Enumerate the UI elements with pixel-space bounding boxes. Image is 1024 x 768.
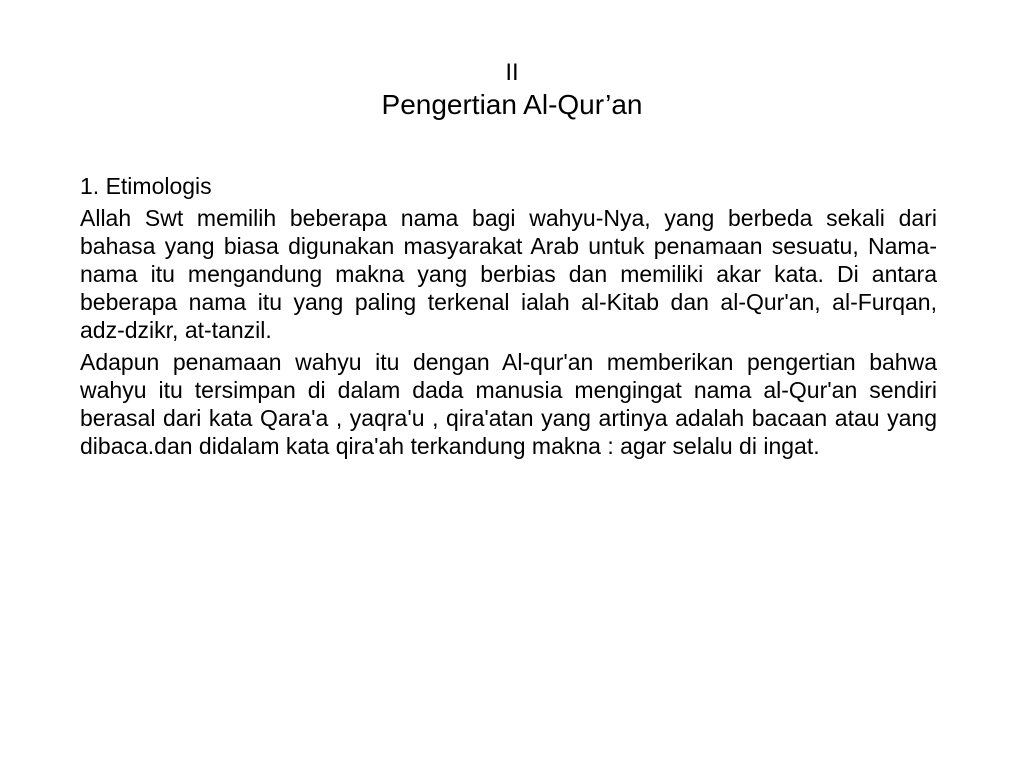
paragraph-names-of-revelation: Allah Swt memilih beberapa nama bagi wahyu-Nya, yang berbeda sekali dari bahasa yang biasa digunakan masyarakat Arab untuk penamaan sesuatu, Nama-nama itu mengandung makna yang berbias dan memiliki akar kata. Di antara beberapa nama itu yang paling terkenal ialah al-Kitab dan al-Qur'an, al-Furqan, adz-dzikr, at-tanzil. <box>80 205 937 343</box>
paragraph-meaning-of-quran: Adapun penamaan wahyu itu dengan Al-qur'an memberikan pengertian bahwa wahyu itu tersimpan di dalam dada manusia mengingat nama al-Qur'an sendiri berasal dari kata Qara'a , yaqra'u , qira'atan yang artinya adalah bacaan atau yang dibaca.dan didalam kata qira'ah terkandung makna : agar selalu di ingat. <box>80 349 937 459</box>
slide-content <box>80 172 937 464</box>
slide-title-block <box>0 58 1024 122</box>
slide-title: Pengertian Al-Qur’an <box>381 89 643 120</box>
section-heading: 1. Etimologis <box>80 173 212 199</box>
slide-number-heading: II <box>505 59 519 86</box>
